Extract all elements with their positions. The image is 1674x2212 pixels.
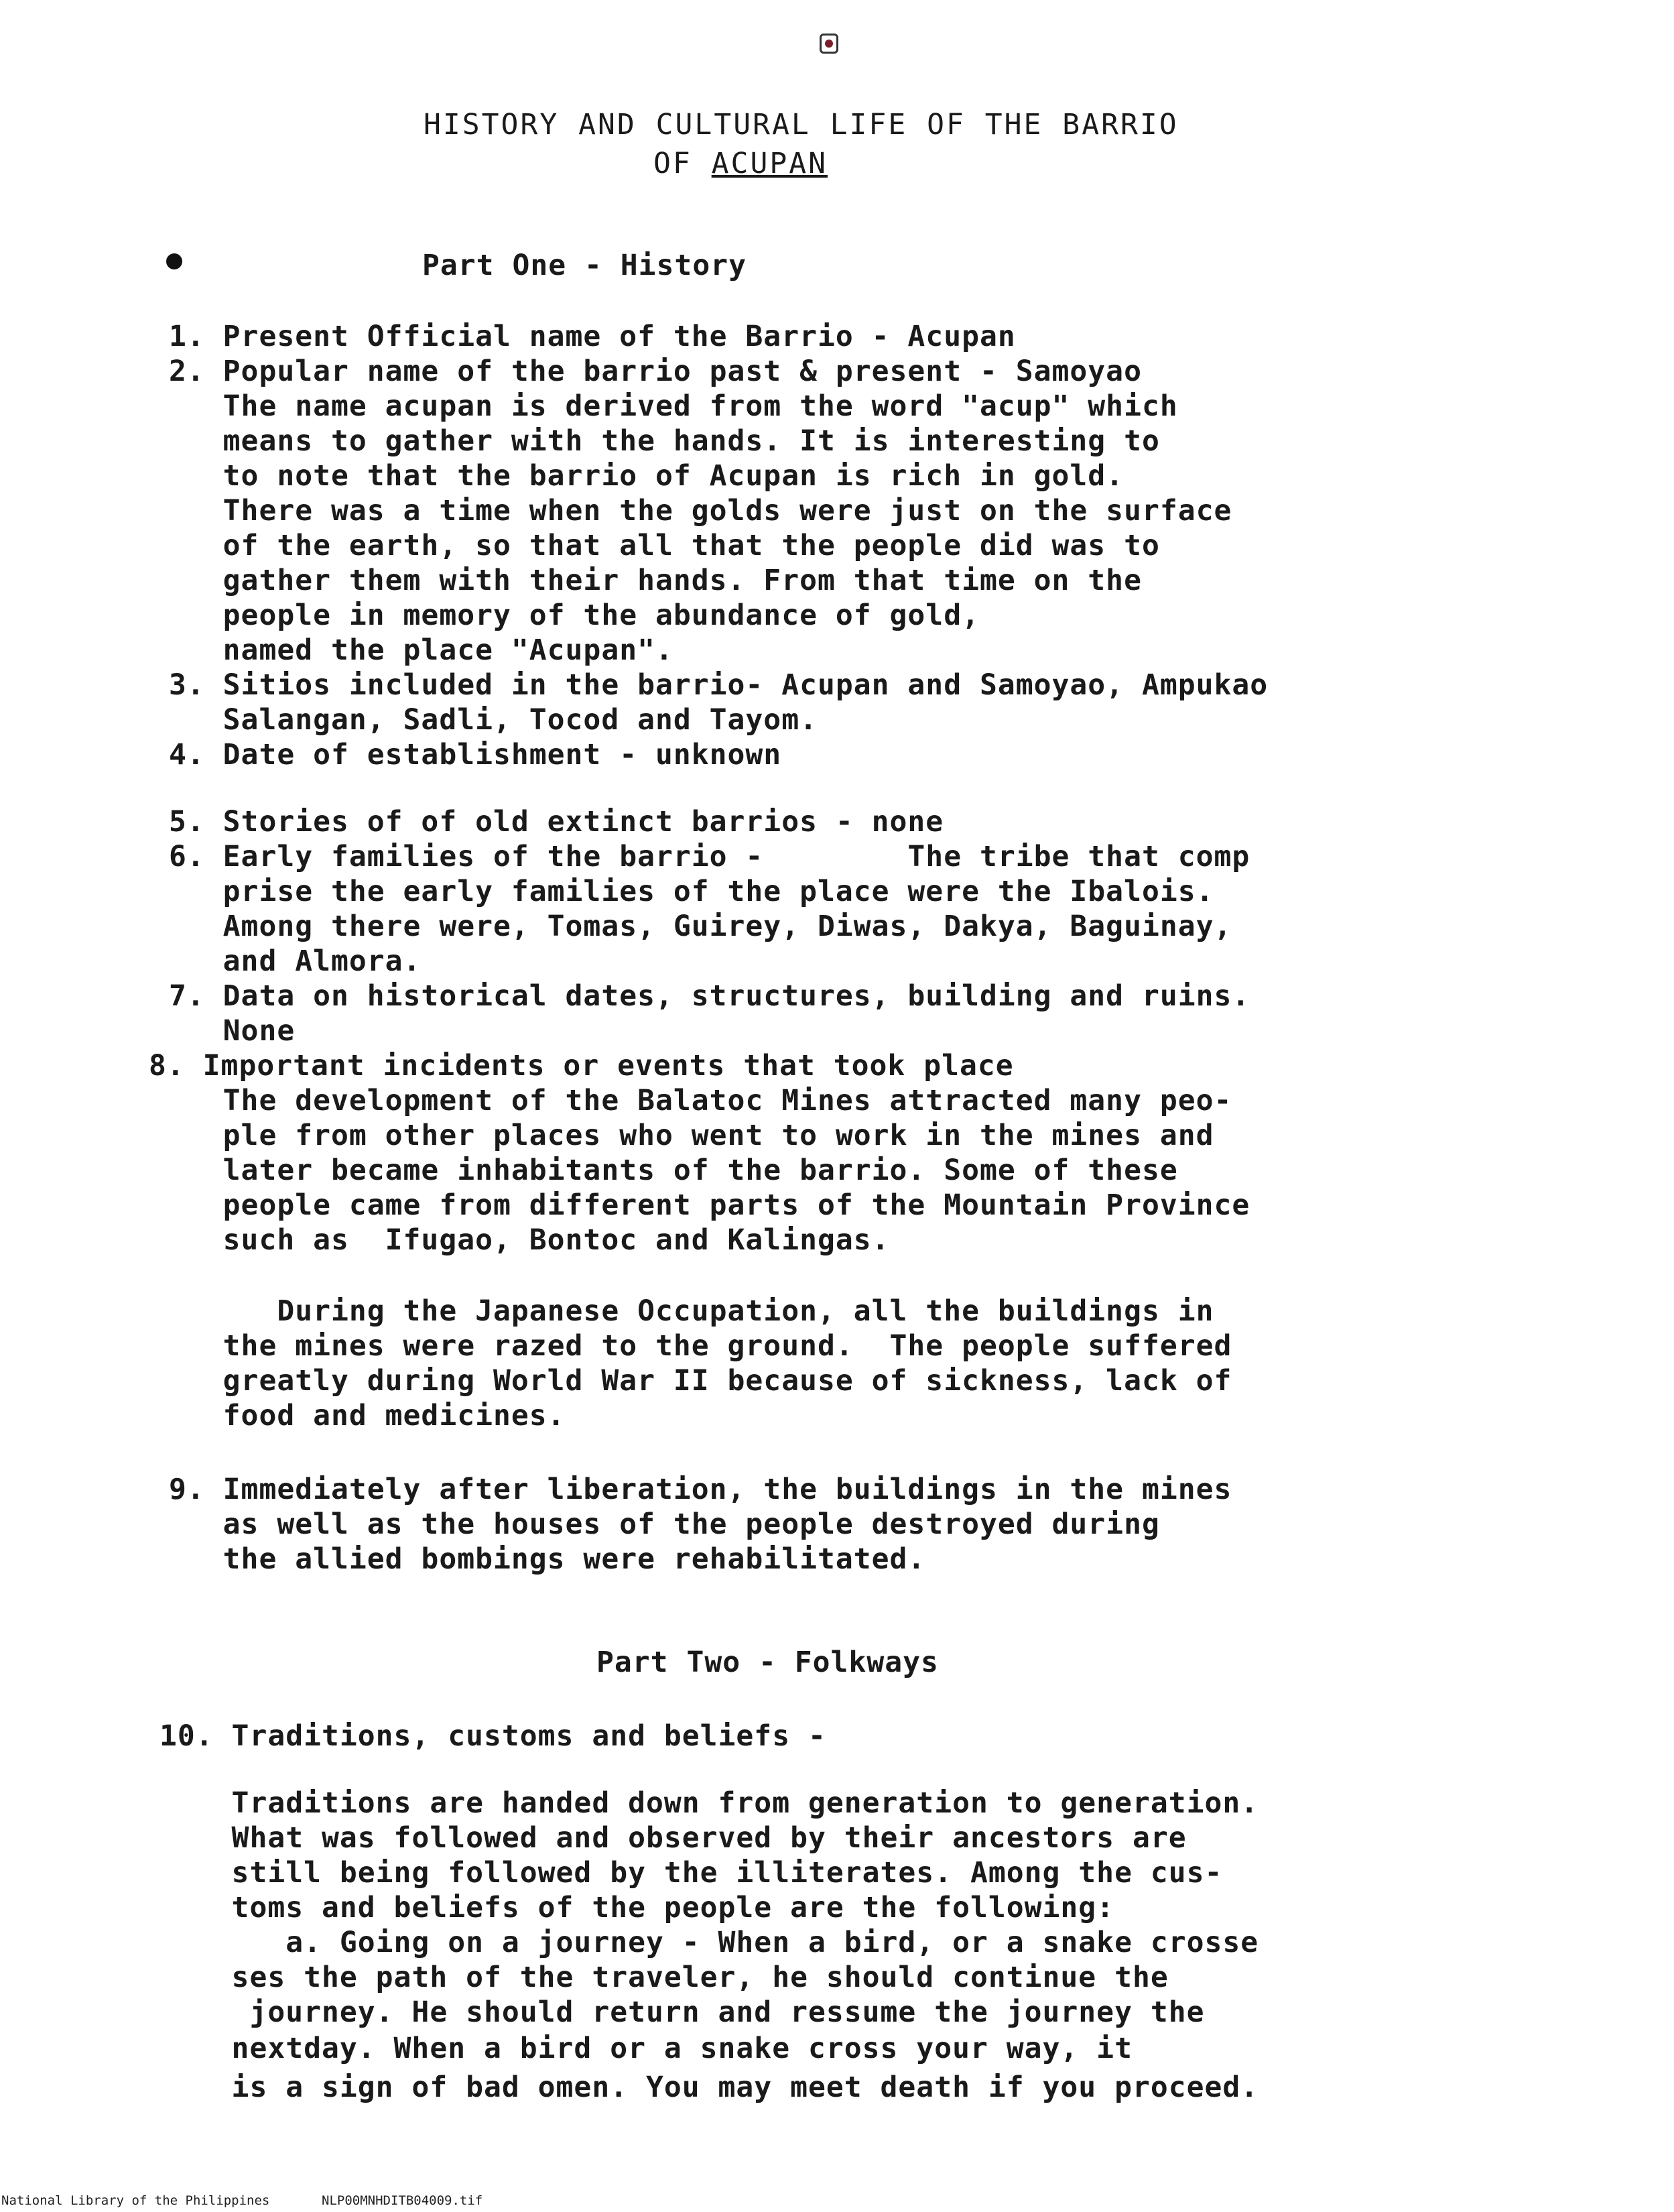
- body-line: 2. Popular name of the barrio past & present - Samoyao: [169, 355, 1142, 388]
- body-line: 4. Date of establishment - unknown: [169, 738, 782, 772]
- body-line: ple from other places who went to work in the mines and: [169, 1119, 1214, 1152]
- body-line: 5. Stories of of old extinct barrios - none: [169, 805, 944, 839]
- body-line: is a sign of bad omen. You may meet death if you proceed.: [159, 2071, 1259, 2104]
- footer-source: National Library of the Philippines: [1, 2193, 270, 2208]
- body-line: as well as the houses of the people destroyed during: [169, 1508, 1160, 1541]
- body-line: named the place "Acupan".: [169, 633, 673, 667]
- body-line: a. Going on a journey - When a bird, or a snake crosse: [159, 1926, 1259, 1959]
- body-line: None: [169, 1014, 296, 1048]
- bullet-mark-icon: [166, 253, 182, 269]
- body-line: the mines were razed to the ground. The people suffered: [169, 1329, 1232, 1363]
- body-line: still being followed by the illiterates. Among the cus-: [159, 1856, 1223, 1890]
- body-line: food and medicines.: [169, 1399, 566, 1432]
- body-line: ses the path of the traveler, he should continue the: [159, 1961, 1169, 1994]
- body-line: 7. Data on historical dates, structures, building and ruins.: [169, 979, 1250, 1013]
- body-line: During the Japanese Occupation, all the buildings in: [169, 1294, 1214, 1328]
- body-line: such as Ifugao, Bontoc and Kalingas.: [169, 1223, 890, 1257]
- document-title-line1: HISTORY AND CULTURAL LIFE OF THE BARRIO: [424, 108, 1179, 141]
- body-line: 10. Traditions, customs and beliefs -: [159, 1719, 826, 1753]
- body-line: 1. Present Official name of the Barrio - Acupan: [169, 320, 1016, 353]
- body-line: What was followed and observed by their ancestors are: [159, 1821, 1187, 1855]
- body-line: nextday. When a bird or a snake cross your way, it: [159, 2032, 1133, 2065]
- footer-filename: NLP00MNHDITB04009.tif: [322, 2193, 483, 2208]
- body-line: 6. Early families of the barrio - The tribe that comp: [169, 840, 1250, 873]
- body-line: The development of the Balatoc Mines attracted many peo-: [169, 1084, 1232, 1117]
- body-line: of the earth, so that all that the people did was to: [169, 529, 1160, 562]
- part-one-heading: Part One - History: [422, 249, 747, 282]
- body-line: and Almora.: [169, 944, 422, 978]
- library-stamp-icon: [820, 34, 838, 54]
- body-line: Among there were, Tomas, Guirey, Diwas, Dakya, Baguinay,: [169, 910, 1232, 943]
- barrio-name: ACUPAN: [711, 147, 828, 180]
- body-line: greatly during World War II because of sickness, lack of: [169, 1364, 1232, 1398]
- body-line: later became inhabitants of the barrio. Some of these: [169, 1154, 1178, 1187]
- body-line: journey. He should return and ressume the journey the: [159, 1995, 1205, 2029]
- body-line: 3. Sitios included in the barrio- Acupan and Samoyao, Ampukao: [169, 668, 1269, 702]
- document-title-line2: [653, 146, 828, 181]
- body-line: 9. Immediately after liberation, the buildings in the mines: [169, 1473, 1232, 1506]
- body-line: Salangan, Sadli, Tocod and Tayom.: [169, 703, 818, 737]
- body-line: to note that the barrio of Acupan is rich in gold.: [169, 459, 1124, 493]
- body-line: 8. Important incidents or events that took place: [149, 1049, 1014, 1083]
- body-line: people came from different parts of the Mountain Province: [169, 1188, 1250, 1222]
- title-prefix: OF: [653, 147, 712, 180]
- body-line: means to gather with the hands. It is interesting to: [169, 424, 1160, 458]
- body-line: people in memory of the abundance of gold,: [169, 599, 980, 632]
- body-line: Traditions are handed down from generation to generation.: [159, 1786, 1259, 1820]
- body-line: gather them with their hands. From that time on the: [169, 564, 1142, 597]
- body-line: prise the early families of the place were the Ibalois.: [169, 875, 1214, 908]
- part-two-heading: Part Two - Folkways: [596, 1646, 939, 1679]
- body-line: The name acupan is derived from the word "acup" which: [169, 389, 1178, 423]
- body-line: toms and beliefs of the people are the following:: [159, 1891, 1115, 1924]
- body-line: There was a time when the golds were just on the surface: [169, 494, 1232, 528]
- body-line: the allied bombings were rehabilitated.: [169, 1542, 926, 1576]
